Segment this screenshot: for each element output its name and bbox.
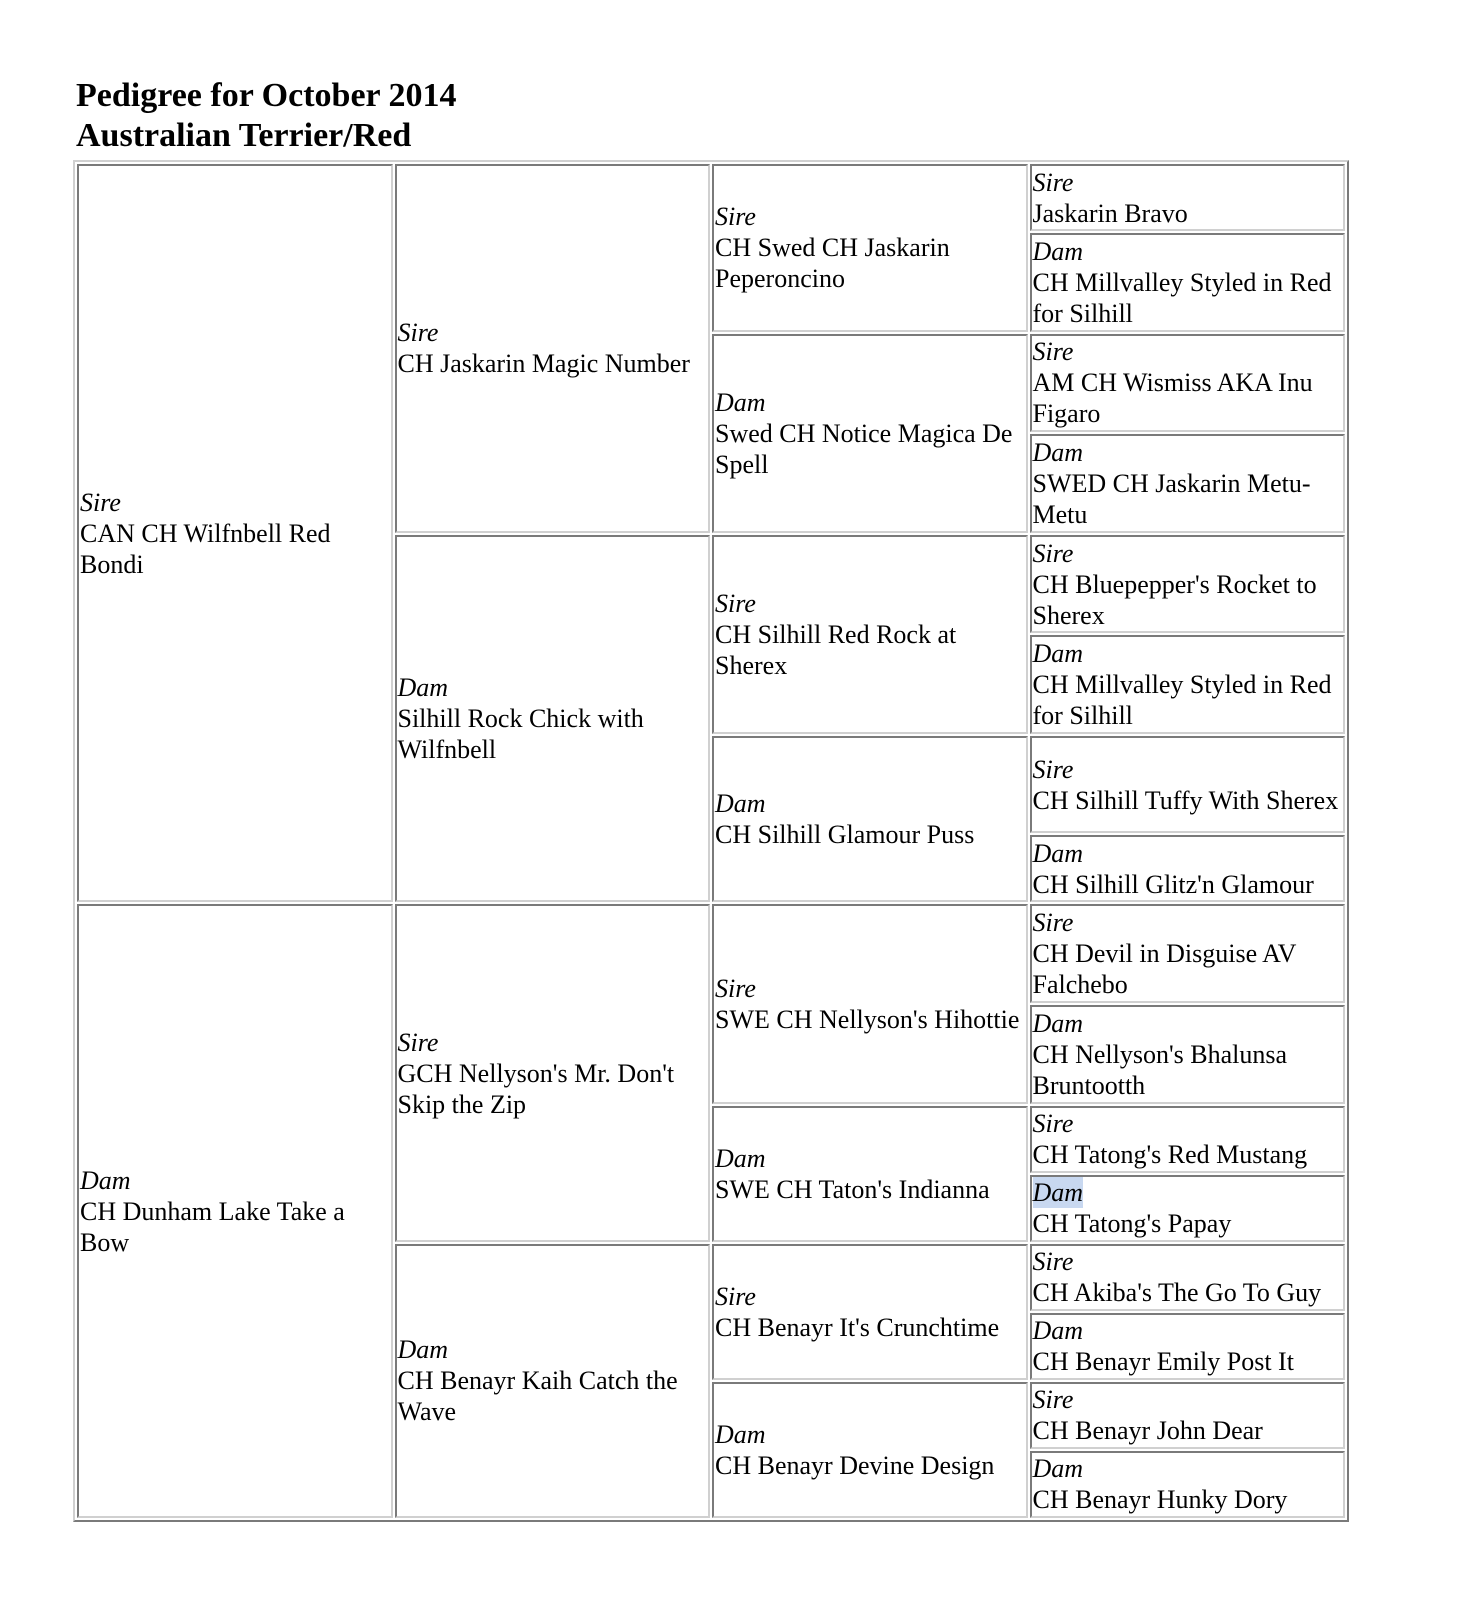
dog-name: CH Benayr Hunky Dory bbox=[1032, 1485, 1288, 1515]
pedigree-cell-dam-dam-dam-sire bbox=[1030, 1382, 1346, 1449]
page-title-block bbox=[76, 76, 457, 156]
role-label: Dam bbox=[715, 1143, 766, 1173]
pedigree-cell-dam-dam-sire-dam bbox=[1030, 1313, 1346, 1380]
pedigree-cell-sire-dam-sire-sire bbox=[1030, 535, 1346, 634]
role-label: Dam bbox=[1032, 236, 1084, 266]
pedigree-cell-sire-sire-dam-sire bbox=[1030, 334, 1346, 433]
dog-name: CH Devil in Disguise AV Falchebo bbox=[1032, 939, 1296, 1000]
pedigree-cell-sire-sire-dam bbox=[712, 334, 1028, 533]
pedigree-cell-sire-sire-dam-dam bbox=[1030, 434, 1346, 533]
role-label: Dam bbox=[1032, 639, 1084, 669]
role-label: Dam bbox=[1032, 1454, 1084, 1484]
role-label: Sire bbox=[1032, 1385, 1074, 1415]
dog-name: CAN CH Wilfnbell Red Bondi bbox=[80, 518, 331, 579]
pedigree-cell-dam-dam bbox=[395, 1244, 711, 1518]
pedigree-cell-dam-dam-sire bbox=[712, 1244, 1028, 1380]
role-label: Sire bbox=[397, 318, 439, 348]
dog-name: Jaskarin Bravo bbox=[1032, 198, 1188, 228]
role-label: Sire bbox=[1032, 337, 1074, 367]
dog-name: CH Silhill Glitz'n Glamour bbox=[1032, 869, 1314, 899]
role-label: Sire bbox=[80, 487, 121, 517]
pedigree-cell-dam-sire-sire-dam bbox=[1030, 1005, 1346, 1104]
pedigree-cell-dam-dam-sire-sire bbox=[1030, 1244, 1346, 1311]
page-title: Pedigree for October 2014 bbox=[76, 77, 457, 114]
pedigree-table bbox=[73, 160, 1349, 1522]
pedigree-cell-sire-dam bbox=[395, 535, 711, 903]
pedigree-cell-dam-sire-sire bbox=[712, 904, 1028, 1103]
role-label: Dam bbox=[1032, 1008, 1084, 1038]
role-label: Dam bbox=[1032, 1316, 1084, 1346]
pedigree-cell-sire-dam-sire-dam bbox=[1030, 635, 1346, 734]
pedigree-cell-sire-dam-dam-sire bbox=[1030, 736, 1346, 834]
pedigree-cell-sire-sire-sire-dam bbox=[1030, 233, 1346, 332]
role-label: Dam bbox=[715, 789, 766, 819]
role-label: Sire bbox=[1032, 1247, 1074, 1277]
role-label: Dam bbox=[1032, 1178, 1084, 1208]
dog-name: CH Millvalley Styled in Red for Silhill bbox=[1032, 267, 1332, 328]
pedigree-cell-sire bbox=[77, 164, 393, 902]
dog-name: CH Tatong's Papay bbox=[1032, 1209, 1232, 1239]
pedigree-cell-dam-dam-dam bbox=[712, 1382, 1028, 1518]
role-label: Dam bbox=[715, 387, 766, 417]
role-label: Sire bbox=[715, 588, 756, 618]
dog-name: SWE CH Taton's Indianna bbox=[715, 1174, 990, 1204]
dog-name: CH Bluepepper's Rocket to Sherex bbox=[1032, 569, 1317, 630]
role-label: Sire bbox=[715, 202, 756, 232]
dog-name: CH Dunham Lake Take a Bow bbox=[80, 1196, 345, 1257]
pedigree-cell-sire-dam-dam-dam bbox=[1030, 835, 1346, 902]
role-label: Sire bbox=[715, 974, 756, 1004]
pedigree-cell-sire-sire-sire bbox=[712, 164, 1028, 332]
role-label: Sire bbox=[397, 1027, 439, 1057]
dog-name: CH Swed CH Jaskarin Peperoncino bbox=[715, 233, 950, 294]
dog-name: CH Benayr Kaih Catch the Wave bbox=[397, 1366, 678, 1427]
pedigree-cell-dam-dam-dam-dam bbox=[1030, 1451, 1346, 1518]
pedigree-cell-sire-sire-sire-sire bbox=[1030, 164, 1346, 231]
role-label: Dam bbox=[715, 1419, 766, 1449]
dog-name: CH Benayr John Dear bbox=[1032, 1416, 1263, 1446]
pedigree-cell-sire-sire bbox=[395, 164, 711, 533]
role-label: Sire bbox=[1032, 1109, 1074, 1139]
dog-name: CH Silhill Red Rock at Sherex bbox=[715, 619, 957, 680]
dog-name: CH Benayr Devine Design bbox=[715, 1450, 995, 1480]
pedigree-cell-dam-sire-dam-dam bbox=[1030, 1175, 1346, 1242]
pedigree-cell-dam-sire-dam bbox=[712, 1106, 1028, 1242]
dog-name: AM CH Wismiss AKA Inu Figaro bbox=[1032, 368, 1313, 429]
dog-name: CH Benayr It's Crunchtime bbox=[715, 1312, 1000, 1342]
dog-name: CH Jaskarin Magic Number bbox=[397, 349, 690, 379]
role-label: Dam bbox=[397, 673, 449, 703]
pedigree-cell-dam-sire-sire-sire bbox=[1030, 904, 1346, 1003]
pedigree-cell-sire-dam-dam bbox=[712, 736, 1028, 903]
page-subtitle: Australian Terrier/Red bbox=[76, 117, 412, 154]
dog-name: CH Akiba's The Go To Guy bbox=[1032, 1278, 1322, 1308]
role-label: Dam bbox=[80, 1165, 131, 1195]
dog-name: SWE CH Nellyson's Hihottie bbox=[715, 1005, 1020, 1035]
dog-name: CH Nellyson's Bhalunsa Bruntootth bbox=[1032, 1039, 1288, 1100]
role-label: Sire bbox=[1032, 908, 1074, 938]
dog-name: Silhill Rock Chick with Wilfnbell bbox=[397, 704, 644, 765]
pedigree-cell-sire-dam-sire bbox=[712, 535, 1028, 734]
dog-name: CH Tatong's Red Mustang bbox=[1032, 1140, 1308, 1170]
pedigree-cell-dam bbox=[77, 904, 393, 1518]
role-label: Dam bbox=[1032, 437, 1084, 467]
dog-name: GCH Nellyson's Mr. Don't Skip the Zip bbox=[397, 1058, 675, 1119]
dog-name: SWED CH Jaskarin Metu-Metu bbox=[1032, 468, 1311, 529]
role-label: Sire bbox=[1032, 538, 1074, 568]
pedigree-cell-dam-sire bbox=[395, 904, 711, 1241]
dog-name: CH Millvalley Styled in Red for Silhill bbox=[1032, 670, 1332, 731]
role-label: Sire bbox=[1032, 167, 1074, 197]
role-label: Sire bbox=[715, 1281, 756, 1311]
dog-name: CH Benayr Emily Post It bbox=[1032, 1347, 1294, 1377]
pedigree-cell-dam-sire-dam-sire bbox=[1030, 1106, 1346, 1173]
dog-name: CH Silhill Glamour Puss bbox=[715, 820, 975, 850]
dog-name: CH Silhill Tuffy With Sherex bbox=[1032, 785, 1339, 815]
role-label: Dam bbox=[1032, 838, 1084, 868]
dog-name: Swed CH Notice Magica De Spell bbox=[715, 418, 1013, 479]
role-label: Sire bbox=[1032, 754, 1074, 784]
role-label: Dam bbox=[397, 1335, 449, 1365]
